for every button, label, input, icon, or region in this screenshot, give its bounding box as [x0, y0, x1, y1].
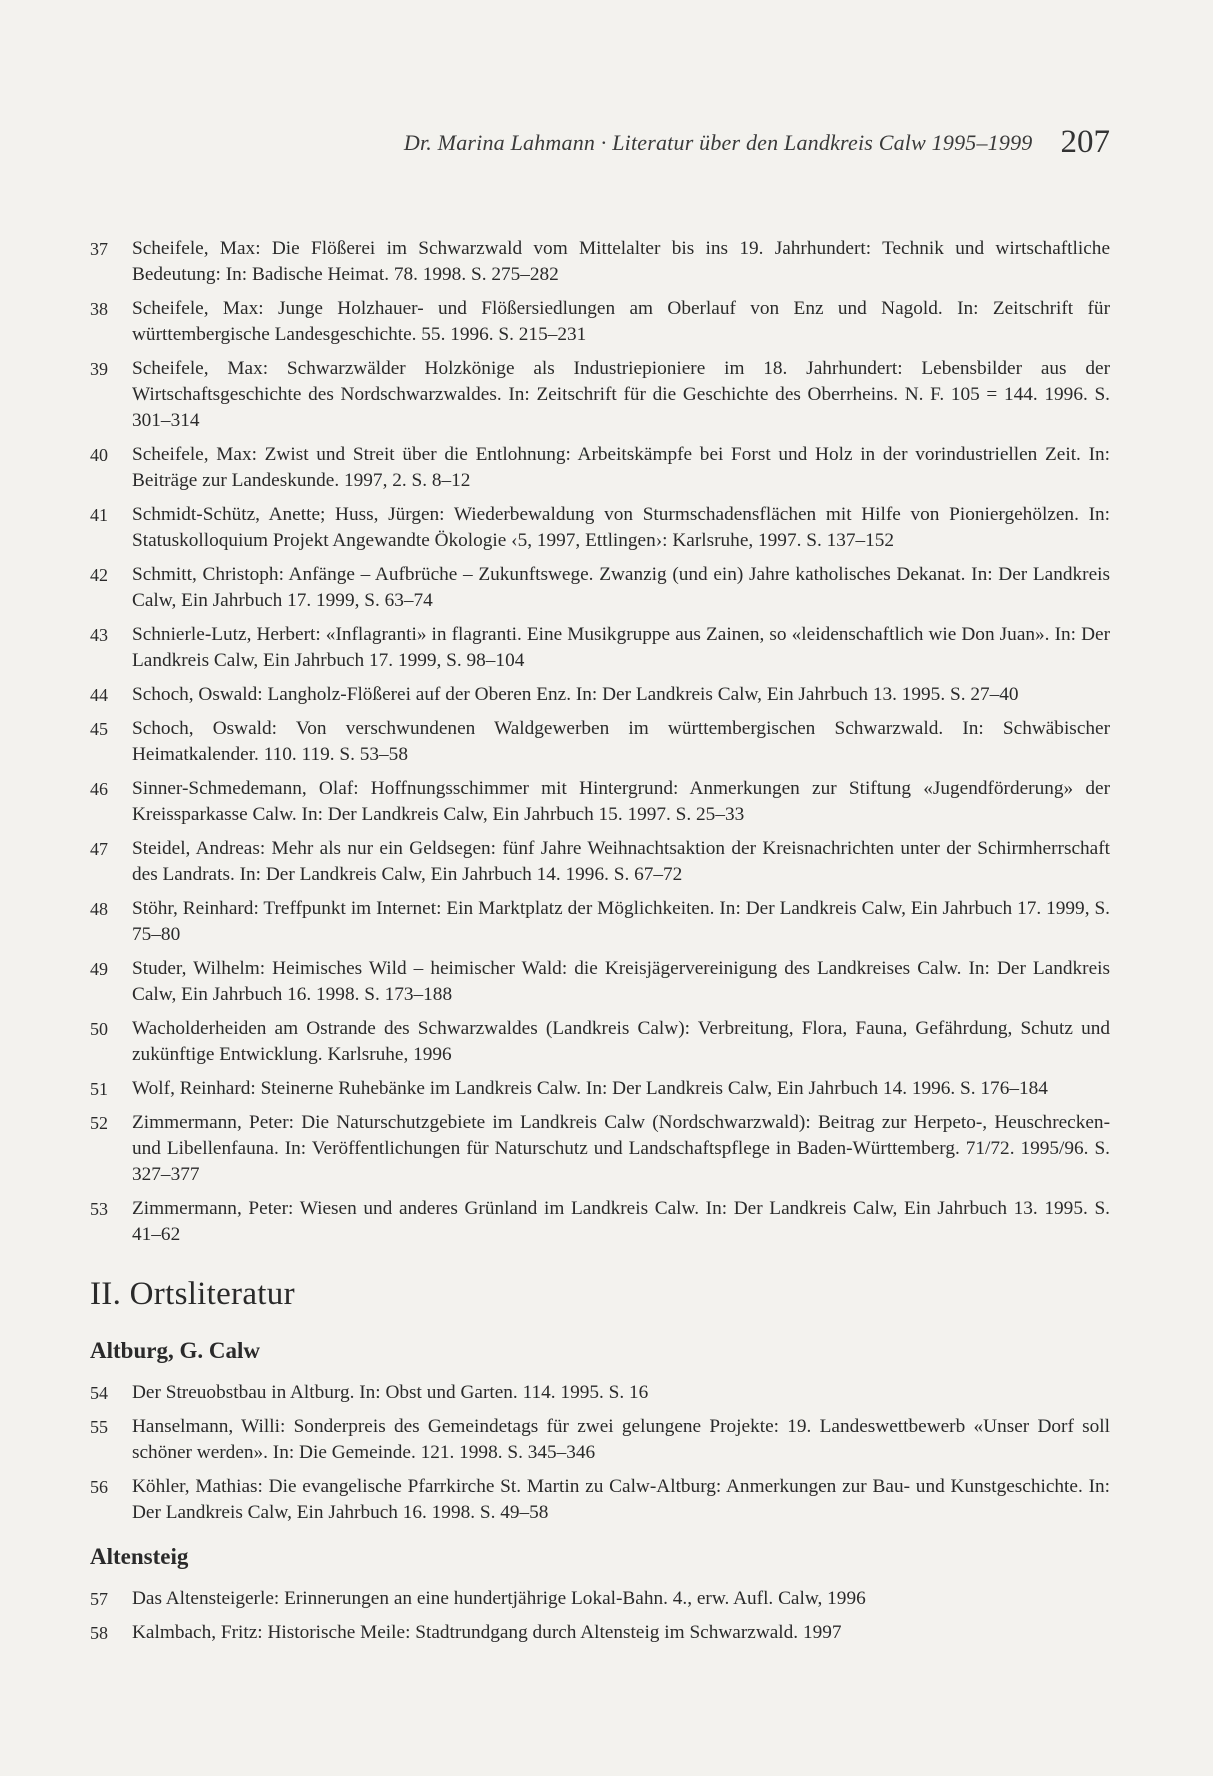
- list-item: [90, 1076, 1110, 1102]
- entry-number: 39: [90, 359, 108, 379]
- entry-text: Wacholderheiden am Ostrande des Schwarzwaldes (Landkreis Calw): Verbreitung, Flora, Fauna, Gefährdung, Schutz und zukünftige Entwicklung. Karlsruhe, 1996: [132, 1018, 1110, 1065]
- list-item: [90, 682, 1110, 708]
- entry-number: 46: [90, 779, 108, 799]
- entry-text: Der Streuobstbau in Altburg. In: Obst und Garten. 114. 1995. S. 16: [132, 1382, 649, 1403]
- list-item: [90, 1380, 1110, 1406]
- entry-number: 56: [90, 1477, 108, 1497]
- list-item: [90, 836, 1110, 888]
- entry-text: Schoch, Oswald: Von verschwundenen Waldgewerben im württembergischen Schwarzwald. In: Schwäbischer Heimatkalender. 110. 119. S. 53–58: [132, 718, 1110, 765]
- list-item: [90, 622, 1110, 674]
- entry-text: Zimmermann, Peter: Wiesen und anderes Grünland im Landkreis Calw. In: Der Landkreis Calw, Ein Jahrbuch 13. 1995. S. 41–62: [132, 1198, 1110, 1245]
- entry-number: 43: [90, 625, 108, 645]
- entry-text: Stöhr, Reinhard: Treffpunkt im Internet: Ein Marktplatz der Möglichkeiten. In: Der Landkreis Calw, Ein Jahrbuch 17. 1999, S. 75–80: [132, 898, 1110, 945]
- list-item: [90, 1586, 1110, 1612]
- entry-number: 47: [90, 839, 108, 859]
- entry-number: 38: [90, 299, 108, 319]
- list-item: [90, 296, 1110, 348]
- entry-number: 58: [90, 1623, 108, 1643]
- entry-text: Wolf, Reinhard: Steinerne Ruhebänke im Landkreis Calw. In: Der Landkreis Calw, Ein Jahrbuch 14. 1996. S. 176–184: [132, 1078, 1048, 1099]
- entry-text: Scheifele, Max: Junge Holzhauer- und Flößersiedlungen am Oberlauf von Enz und Nagold. In: Zeitschrift für württembergische Landesgeschichte. 55. 1996. S. 215–231: [132, 298, 1110, 345]
- list-item: [90, 236, 1110, 288]
- list-item: [90, 956, 1110, 1008]
- entry-text: Studer, Wilhelm: Heimisches Wild – heimischer Wald: die Kreisjägervereinigung des Landkreises Calw. In: Der Landkreis Calw, Ein Jahrbuch 16. 1998. S. 173–188: [132, 958, 1110, 1005]
- page-number: 207: [1060, 124, 1110, 160]
- entry-number: 37: [90, 239, 108, 259]
- list-item: [90, 896, 1110, 948]
- list-item: [90, 716, 1110, 768]
- entry-number: 54: [90, 1383, 108, 1403]
- entry-number: 42: [90, 565, 108, 585]
- entry-text: Scheifele, Max: Schwarzwälder Holzkönige als Industriepioniere im 18. Jahrhundert: Lebensbilder aus der Wirtschaftsgeschichte des Nordschwarzwaldes. In: Zeitschrift für die Geschichte des Oberrheins. N. F. 105 = 144. 1996. S. 301–314: [132, 358, 1110, 431]
- place-heading-altensteig: Altensteig: [90, 1544, 189, 1569]
- entry-text: Scheifele, Max: Die Flößerei im Schwarzwald vom Mittelalter bis ins 19. Jahrhundert: Technik und wirtschaftliche Bedeutung: In: Badische Heimat. 78. 1998. S. 275–282: [132, 238, 1110, 285]
- entry-text: Schnierle-Lutz, Herbert: «Inflagranti» in flagranti. Eine Musikgruppe aus Zainen, so «leidenschaftlich wie Don Juan». In: Der Landkreis Calw, Ein Jahrbuch 17. 1999, S. 98–104: [132, 624, 1110, 671]
- entry-number: 57: [90, 1589, 108, 1609]
- entry-number: 45: [90, 719, 108, 739]
- entry-text: Kalmbach, Fritz: Historische Meile: Stadtrundgang durch Altensteig im Schwarzwald. 1997: [132, 1622, 842, 1643]
- entry-text: Sinner-Schmedemann, Olaf: Hoffnungsschimmer mit Hintergrund: Anmerkungen zur Stiftung «Jugendförderung» der Kreissparkasse Calw. In: Der Landkreis Calw, Ein Jahrbuch 15. 1997. S. 25–33: [132, 778, 1110, 825]
- list-item: [90, 1414, 1110, 1466]
- entry-text: Zimmermann, Peter: Die Naturschutzgebiete im Landkreis Calw (Nordschwarzwald): Beitrag zur Herpeto-, Heuschrecken- und Libellenfauna. In: Veröffentlichungen für Naturschutz und Landschaftspflege in Baden-Württemberg. 71/72. 1995/96. S. 327–377: [132, 1112, 1110, 1185]
- entry-text: Das Altensteigerle: Erinnerungen an eine hundertjährige Lokal-Bahn. 4., erw. Aufl. Calw, 1996: [132, 1588, 866, 1609]
- list-item: [90, 1110, 1110, 1188]
- section-title: II. Ortsliteratur: [90, 1276, 295, 1312]
- entry-number: 50: [90, 1019, 108, 1039]
- entry-text: Scheifele, Max: Zwist und Streit über die Entlohnung: Arbeitskämpfe bei Forst und Holz in der vorindustriellen Zeit. In: Beiträge zur Landeskunde. 1997, 2. S. 8–12: [132, 444, 1110, 491]
- entry-number: 53: [90, 1199, 108, 1219]
- list-item: [90, 1016, 1110, 1068]
- list-item: [90, 1474, 1110, 1526]
- place-list-altburg: [90, 1380, 1110, 1534]
- list-item: [90, 502, 1110, 554]
- bibliography-list: [90, 236, 1110, 1256]
- list-item: [90, 1620, 1110, 1646]
- entry-text: Schmitt, Christoph: Anfänge – Aufbrüche – Zukunftswege. Zwanzig (und ein) Jahre katholisches Dekanat. In: Der Landkreis Calw, Ein Jahrbuch 17. 1999, S. 63–74: [132, 564, 1110, 611]
- entry-text: Steidel, Andreas: Mehr als nur ein Geldsegen: fünf Jahre Weihnachtsaktion der Kreisnachrichten unter der Schirmherrschaft des Landrats. In: Der Landkreis Calw, Ein Jahrbuch 14. 1996. S. 67–72: [132, 838, 1110, 885]
- entry-text: Schmidt-Schütz, Anette; Huss, Jürgen: Wiederbewaldung von Sturmschadensflächen mit Hilfe von Pioniergehölzen. In: Statuskolloquium Projekt Angewandte Ökologie ‹5, 1997, Ettlingen›: Karlsruhe, 1997. S. 137–152: [132, 504, 1110, 551]
- entry-number: 41: [90, 505, 108, 525]
- entry-text: Schoch, Oswald: Langholz-Flößerei auf der Oberen Enz. In: Der Landkreis Calw, Ein Jahrbuch 13. 1995. S. 27–40: [132, 684, 1019, 705]
- entry-number: 44: [90, 685, 108, 705]
- entry-number: 49: [90, 959, 108, 979]
- list-item: [90, 356, 1110, 434]
- list-item: [90, 562, 1110, 614]
- running-title: Dr. Marina Lahmann · Literatur über den Landkreis Calw 1995–1999: [403, 130, 1033, 155]
- place-heading-altburg: Altburg, G. Calw: [90, 1338, 260, 1363]
- entry-number: 48: [90, 899, 108, 919]
- entry-number: 40: [90, 445, 108, 465]
- entry-number: 51: [90, 1079, 108, 1099]
- entry-text: Hanselmann, Willi: Sonderpreis des Gemeindetags für zwei gelungene Projekte: 19. Landeswettbewerb «Unser Dorf soll schöner werden». In: Die Gemeinde. 121. 1998. S. 345–346: [132, 1416, 1110, 1463]
- entry-number: 52: [90, 1113, 108, 1133]
- entry-text: Köhler, Mathias: Die evangelische Pfarrkirche St. Martin zu Calw-Altburg: Anmerkungen zur Bau- und Kunstgeschichte. In: Der Landkreis Calw, Ein Jahrbuch 16. 1998. S. 49–58: [132, 1476, 1110, 1523]
- running-header: [0, 124, 1110, 161]
- list-item: [90, 442, 1110, 494]
- list-item: [90, 776, 1110, 828]
- entry-number: 55: [90, 1417, 108, 1437]
- place-list-altensteig: [90, 1586, 1110, 1654]
- list-item: [90, 1196, 1110, 1248]
